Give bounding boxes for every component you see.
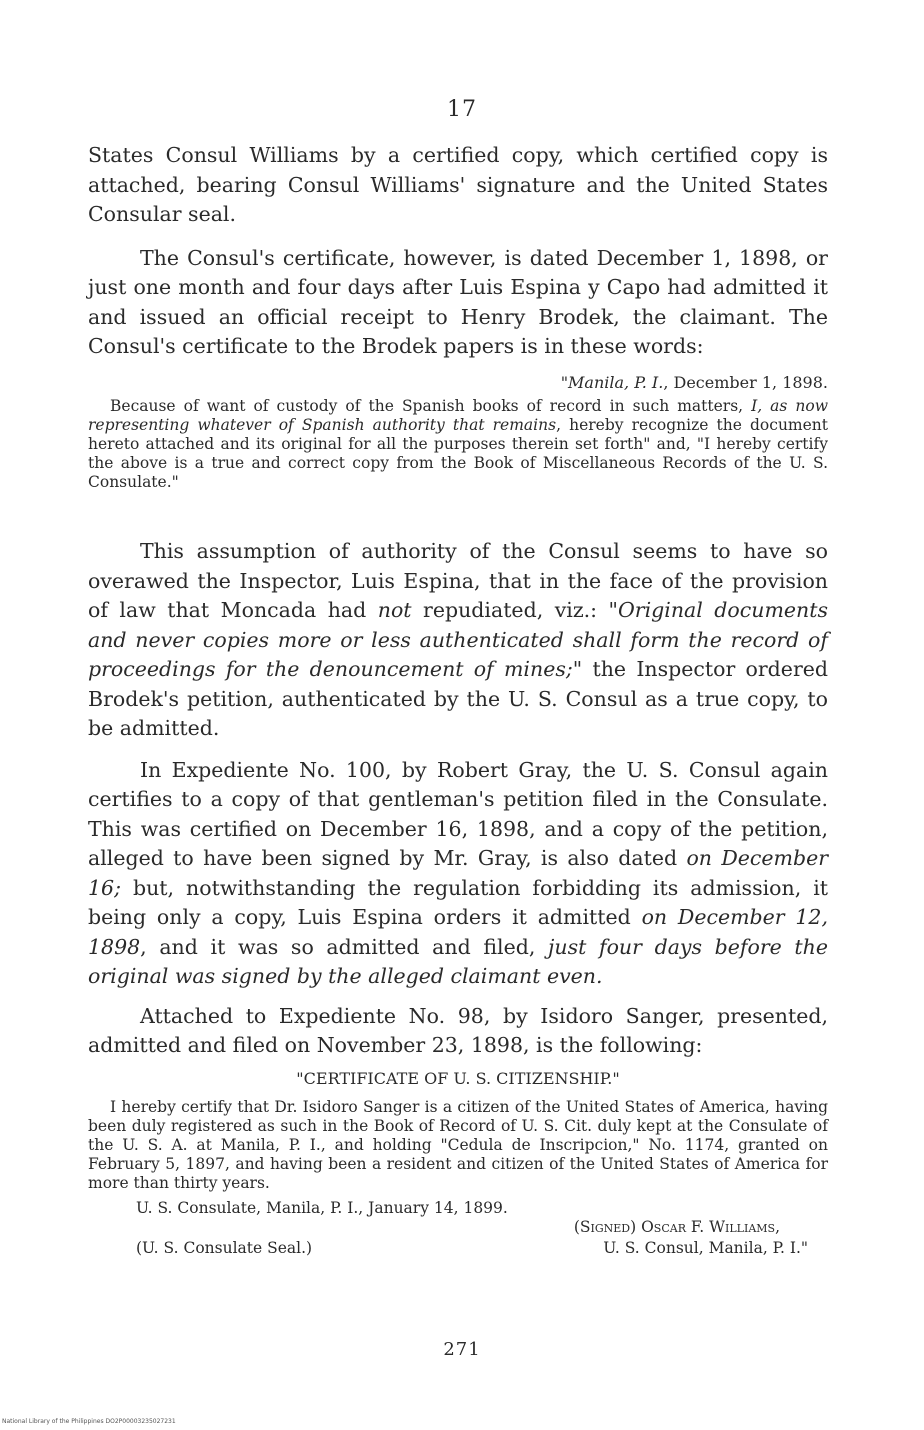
certificate-signature-row <box>88 1239 828 1258</box>
paragraph-5: Attached to Expediente No. 98, by Isidoro Sanger, presented, admitted and filed on November 23, 1898, is the following: <box>88 1003 828 1057</box>
paragraph-1: States Consul Williams by a certified copy, which certified copy is attached, bearing Consul Williams' signature and the United States Consular seal. <box>88 143 828 226</box>
certificate-heading: "CERTIFICATE OF U. S. CITIZENSHIP." <box>296 1069 620 1088</box>
certificate-place-date: U. S. Consulate, Manila, P. I., January 14, 1899. <box>136 1199 508 1217</box>
body-section <box>88 141 828 362</box>
quote-1-place: Manila, P. I. <box>568 373 664 392</box>
quote-1 <box>88 373 828 492</box>
quote-1-body: Because of want of custody of the Spanish books of record in such matters, I, as now representing whatever of Spanish authority that remains, hereby recognize the document hereto attached and its original for all the purposes therein set forth" and, "I hereby certify the above is a true and correct copy from the Book of Miscellaneous Records of the U. S. Consulate." <box>88 397 829 491</box>
certificate-body: I hereby certify that Dr. Isidoro Sanger is a citizen of the United States of America, having been duly registered as such in the Book of Record of U. S. Cit. duly kept at the Consulate of the U. S. A. at Manila, P. I., and holding "Cedula de Inscripcion," No. 1174, granted on February 5, 1897, and having been a resident and citizen of the United States of America for more than thirty years. <box>88 1098 828 1192</box>
certificate-title: U. S. Consul, Manila, P. I." <box>603 1239 808 1257</box>
body-section-2 <box>88 537 828 1061</box>
page-number-bottom: 271 <box>443 1339 481 1360</box>
paragraph-3: This assumption of authority of the Consul seems to have so overawed the Inspector, Luis Espina, that in the face of the provision of law that Moncada had not repudiated, viz.: "Original documents and never copies more or less authenticated shall form the record of proceedings for the denouncement of mines;" the Inspector ordered Brodek's petition, authenticated by the U. S. Consul as a true copy, to be admitted. <box>88 539 828 740</box>
quote-1-date: , December 1, 1898. <box>663 373 828 392</box>
certificate-signed: (Signed) Oscar F. Williams, <box>573 1218 780 1236</box>
page-number-top: 17 <box>447 97 477 122</box>
paragraph-2: The Consul's certificate, however, is dated December 1, 1898, or just one month and four days after Luis Espina y Capo had admitted it and issued an official receipt to Henry Brodek, the claimant. The Consul's certificate to the Brodek papers is in these words: <box>88 245 828 358</box>
quote-1-dateline: "Manila, P. I., December 1, 1898. <box>560 373 828 392</box>
certificate-seal: (U. S. Consulate Seal.) <box>136 1239 313 1257</box>
paragraph-4: In Expediente No. 100, by Robert Gray, the U. S. Consul again certifies to a copy of that gentleman's petition filed in the Consulate. This was certified on December 16, 1898, and a copy of the petition, alleged to have been signed by Mr. Gray, is also dated on December 16; but, notwithstanding the regulation forbidding its admission, it being only a copy, Luis Espina orders it admitted on December 12, 1898, and it was so admitted and filed, just four days before the original was signed by the alleged claimant even. <box>88 757 829 988</box>
footer-attribution: National Library of the Philippines DO2P00003235027231 <box>2 1418 176 1425</box>
certificate <box>88 1069 828 1258</box>
